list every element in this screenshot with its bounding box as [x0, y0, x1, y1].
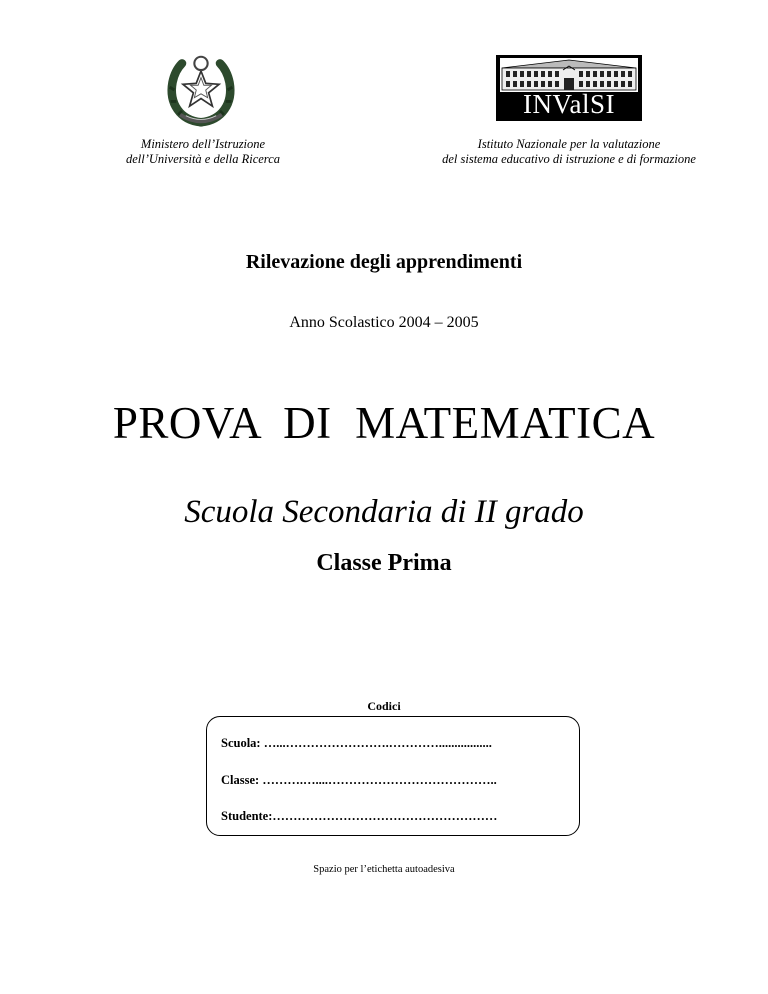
student-code-label: Studente:: [221, 809, 273, 823]
invalsi-logo: [496, 55, 642, 121]
sticker-note: Spazio per l’etichetta autoadesiva: [313, 864, 455, 875]
codes-heading: Codici: [367, 699, 401, 713]
institute-line-1: Istituto Nazionale per la valutazione: [477, 137, 661, 151]
school-code-label: Scuola:: [221, 736, 261, 750]
class-code-field[interactable]: [221, 773, 497, 788]
institute-caption: [408, 137, 730, 167]
italian-republic-emblem-icon: [163, 52, 239, 128]
ministry-line-2: dell’Università e della Ricerca: [126, 152, 280, 166]
school-year: Anno Scolastico 2004 – 2005: [289, 314, 479, 331]
invalsi-building-logo-icon: [500, 58, 638, 92]
student-code-field[interactable]: [221, 809, 497, 824]
school-code-dots: …...…………………….………….................: [263, 736, 492, 750]
class-code-dots: ……….…....…………………………………..: [262, 773, 497, 787]
class-code-label: Classe:: [221, 773, 260, 787]
test-name: PROVA DI MATEMATICA: [112, 398, 656, 448]
student-code-dots: ………………………………………………: [272, 809, 498, 823]
school-level: Scuola Secondaria di II grado: [184, 494, 584, 530]
codes-box: [206, 716, 580, 836]
ministry-line-1: Ministero dell’Istruzione: [140, 137, 266, 151]
document-title: Rilevazione degli apprendimenti: [245, 251, 523, 273]
school-code-field[interactable]: [221, 736, 492, 751]
class-label: Classe Prima: [316, 550, 452, 576]
invalsi-logo-text: INValSI: [523, 89, 615, 119]
institute-line-2: del sistema educativo di istruzione e di formazione: [442, 152, 696, 166]
ministry-caption: [92, 137, 314, 167]
